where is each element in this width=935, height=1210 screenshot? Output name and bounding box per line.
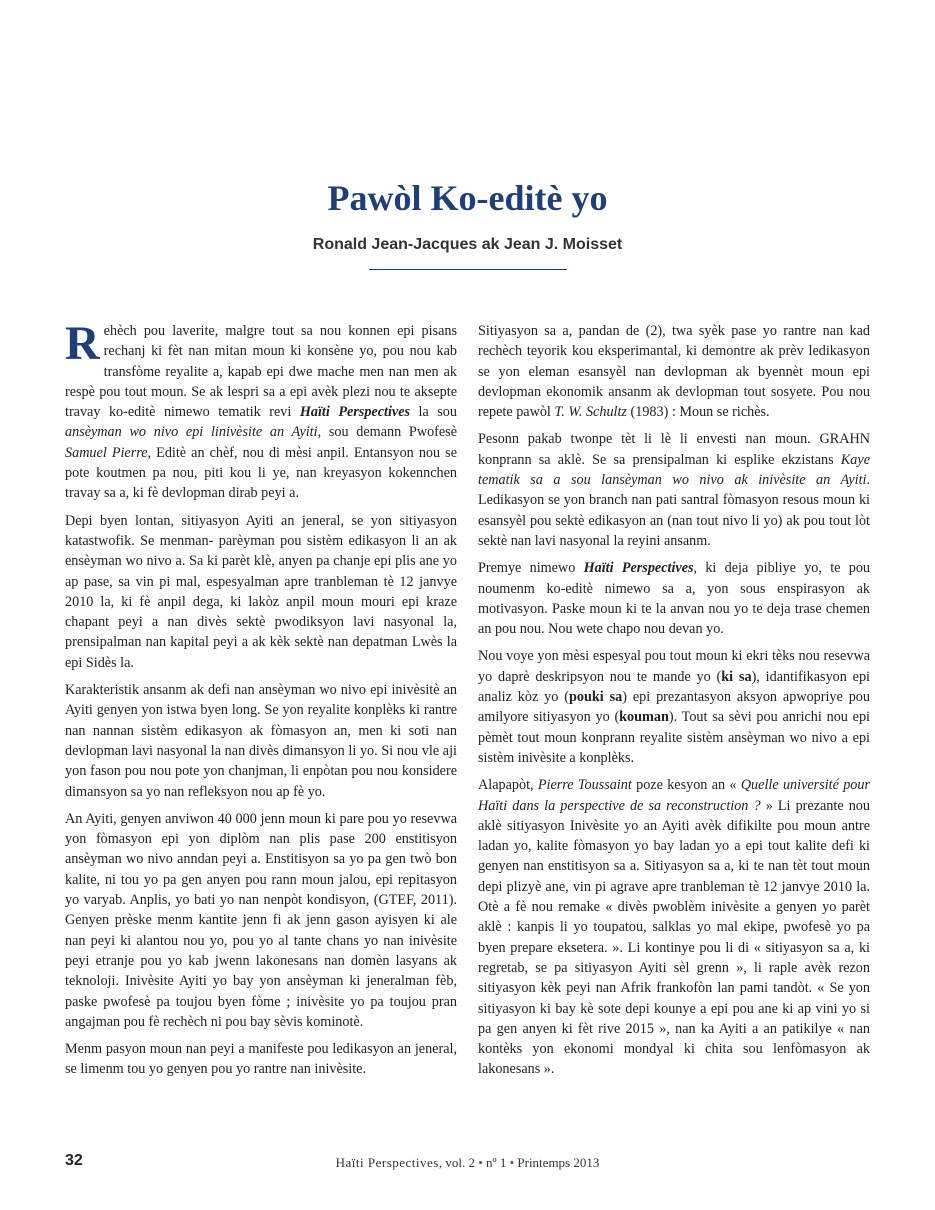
paragraph: An Ayiti, genyen anviwon 40 000 jenn moun ki pare pou yo resevwa yon fòmasyon epi yon diplòm nan plis pase 200 enstitisyon ansèyman wo nivo anndan peyi a. Enstitisyon sa yo pa gen twò bon kalite, ni tou yo pa gen anyen pou rann moun jalou, epi repitasyon yo varyab. Anplis, yo bati yo nan nenpòt kondisyon, (GTEF, 2011). Genyen prèske menm kantite jenn fi ak jenn gason ayisyen ki ale nan peyi ki alantou nou yo, pou yo al tante chans yo nan inivèsite peyi etranje pou yo kab jwenn lakonesans nan domèn lasyans ak teknoloji. Inivèsite Ayiti yo bay yon ansèyman ki jeneralman fèb, paske pwofesè pa toujou byen fòme ; inivèsite yo pa toujou pran angajman pou fè rechèch ni pou bay sèvis kominotè. — [65, 810, 457, 1030]
person-name: Pierre Toussaint — [537, 777, 632, 794]
paragraph — [478, 321, 870, 422]
paragraph — [478, 775, 870, 1079]
paragraph: Depi byen lontan, sitiyasyon Ayiti an jeneral, se yon sitiyasyon katastwofik. Se menman- parèyman pou sistèm edikasyon li an ak ensèyman wo nivo a. Sa ki parèt klè, anyen pa chanje epi plis ane yo ap pase, sa vin pi mal, espesyalman apre tranbleman tè 12 janvye 2010 la, ki fè anpil dega, ki lakòz anpil moun mouri epi kraze chapant peyi a nan divès sektè pwodiksyon lavi nasyonal la, prensipalman nan kapital peyi a ak kèk sektè nan depatman Lwès la epi Sidès la. — [65, 512, 457, 671]
text-run: . Ledikasyon se yon branch nan pati santral fòmasyon resous moun ki esansyèl pou sektè edikasyon an (nan tout nivo li yo) ak pou tout lòt sektè nan lavi nasyonal la reyini ansanm. — [478, 472, 870, 549]
text-run: Alapapòt, — [478, 777, 538, 794]
bullet-separator: • — [478, 1155, 483, 1170]
person-name: Samuel Pierre — [65, 444, 148, 461]
keyword: pouki sa — [568, 689, 623, 706]
text-run: poze kesyon an « — [631, 777, 741, 794]
footer-issue: , vol. 2 — [438, 1155, 479, 1170]
page-number: 32 — [65, 1152, 83, 1169]
person-name: T. W. Schultz — [554, 404, 627, 421]
text-run: Pesonn pakab twonpe tèt li lè li envesti nan moun. GRAHN konprann sa aklè. Se sa prensipalman ki esplike ekzistans — [478, 431, 870, 468]
text-run: ehèch pou laverite, malgre tout sa nou konnen epi pisans rechanj ki fèt nan mitan moun ki konsène yo, pou nou kab transfòme reyalite a, kapab epi dwe mache men nan men ak respè pou tout moun. Se ak lespri sa a epi avèk plezi nou te aksepte travay ko-editè nimewo tematik revi — [65, 323, 457, 421]
text-run: , sou demann Pwofesè — [317, 424, 457, 441]
issue-theme: Kaye tematik sa a sou lansèyman wo nivo ak inivèsite an Ayiti — [478, 451, 870, 489]
paragraph — [478, 646, 870, 768]
footer-journal: Haïti Perspectives — [335, 1155, 439, 1170]
paragraph — [65, 317, 457, 504]
right-column — [478, 321, 870, 1087]
text-run: Sitiyasyon sa a, pandan de (2), twa syèk pase yo rantre nan kad rechèch teyorik kou eksperimantal, ki demontre ak prèv ledikasyon se yon eleman esansyèl nan devlopman ak byennèt moun epi devlopman ekonomik ansanm ak devlopman tout sosyete. Pou nou repete pawòl — [478, 323, 870, 421]
text-run: Premye nimewo — [478, 560, 584, 577]
text-run: la sou — [410, 404, 457, 421]
issue-theme: ansèyman wo nivo epi linivèsite an Ayiti — [65, 424, 318, 441]
paragraph — [478, 429, 870, 551]
keyword: kouman — [619, 709, 669, 726]
paragraph: Karakteristik ansanm ak defi nan ansèyman wo nivo epi inivèsitè an Ayiti genyen yon istwa byen long. Se yon reyalite konplèks ki rantre nan nannan sistèm edikasyon ak fòmasyon an, men ki soti nan devlopman lavi nasyonal la nan divès dimansyon li yo. Si nou vle aji yon fason pou nou pote yon chanjman, li enpòtan pou nou konsidere dimansyon sa yo nan refleksyon nou ap fè yo. — [65, 682, 457, 800]
text-run: ). Tout sa sèvi pou anrichi nou epi pèmèt tout moun konprann reyalite sistèm ansèyman wo nivo a epi sistèm inivèsite a konplèks. — [478, 709, 870, 766]
drop-cap: R — [65, 317, 100, 370]
article-title: Pawòl Ko-editè yo — [327, 178, 608, 218]
text-run: ) epi prezantasyon aksyon apwopriye pou amilyore sitiyasyon yo ( — [478, 689, 870, 726]
footer-date: Printemps 2013 — [514, 1155, 600, 1170]
journal-name: Haïti Perspectives — [299, 404, 411, 421]
footer-issue: nº 1 — [482, 1155, 510, 1170]
journal-name: Haïti Perspectives — [583, 560, 694, 577]
keyword: ki sa — [721, 668, 752, 685]
article-authors: Ronald Jean-Jacques ak Jean J. Moisset — [312, 236, 623, 253]
text-run: Nou voye yon mèsi espesyal pou tout moun ki ekri tèks nou resevwa yo daprè deskripsyon nou te mande yo ( — [478, 648, 870, 685]
text-run: (1983) : Moun se richès. — [626, 404, 770, 421]
quoted-title: Quelle université pour Haïti dans la perspective de sa reconstruction ? — [478, 777, 870, 814]
text-run: , Editè an chèf, nou di mèsi anpil. Entansyon nou se pote koutmen pa nou, piti kou li ye, nan kreyasyon kokennchen travay sa a, ki fè devlopman dirab peyi a. — [65, 444, 457, 502]
paragraph: Menm pasyon moun nan peyi a manifeste pou ledikasyon an jeneral, se limenm tou yo genyen pou yo rantre nan inivèsite. — [65, 1041, 457, 1078]
text-run: ), idantifikasyon epi analiz kòz yo ( — [478, 668, 871, 706]
running-footer — [0, 1155, 935, 1171]
paragraph — [478, 558, 870, 639]
bullet-separator: • — [509, 1155, 515, 1170]
left-column — [65, 317, 457, 1087]
text-run: , ki deja pibliye yo, te pou noumenm ko-editè nimewo sa a, yon sous enspirasyon ak motivasyon. Paske moun ki te la anvan nou yo te deja trase chemen an pou nou. Nou wete chapo nou devan yo. — [478, 560, 871, 638]
title-divider — [369, 269, 567, 270]
text-run: » Li prezante nou aklè sitiyasyon Inivèsite yo an Ayiti avèk difikilte pou moun antre ladan yo, kalite fòmasyon yo bay ladan yo a epi tout kalite defi ki genyen nan enstitisyon sa a. Sitiyasyon sa a, ki te nan tèt tout moun depi plizyè ane, vin pi agrave apre tranbleman tè 12 janvye 2010 la. Otè a fè nou remake « divès pwoblèm inivèsite a genyen yo parèt aklè : kanpis li yo toupatou, salklas yo mal ekipe, pwofesè yo pa byen prepare eksetera. ». Li kontinye pou li di « sitiyasyon sa a, ki regretab, se pa sitiyasyon Ayiti sèl grenn », li raple avèk rezon sitiyasyon kèk peyi nan Afrik frankofòn lan pami tandòt. « Se yon sitiyasyon ki bay kè sote depi kounye a epi pou ane ki ap vini yo si pa gen anyen ki fèt rive 2015 », nan ka Ayiti a an patikilye « nan kontèks yon ekonomi mondyal ki chita sou lenfòmasyon ak lakonesans ». — [478, 797, 870, 1078]
